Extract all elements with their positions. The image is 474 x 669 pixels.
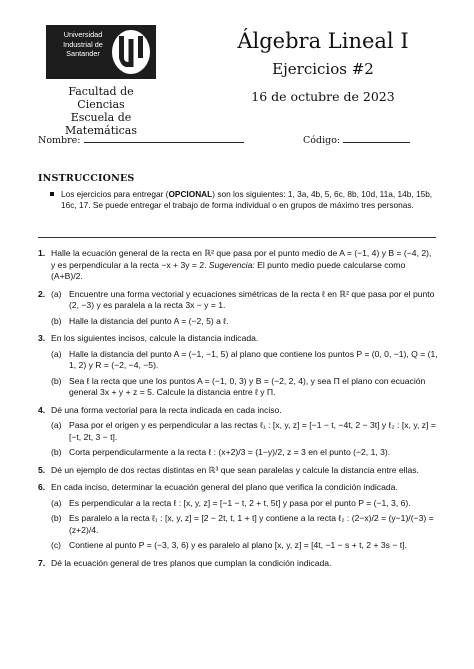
subitem-text: Corta perpendicularmente a la recta ℓ : (x+2)/3 = (1−y)/2, z = 3 en el punto (−2, 1, 3). (69, 447, 391, 457)
exercise-text: En cada inciso, determinar la ecuación general del plano que verifica la condición indicada. (51, 482, 398, 492)
exercise-number: 3. (38, 333, 46, 343)
subitem-label: (b) (51, 513, 62, 523)
subitem-text: Es perpendicular a la recta ℓ : [x, y, z] = [−1 − t, 2 + t, 5t] y pasa por el punto P = (−1, 3, 6). (69, 497, 411, 508)
subitem-label: (a) (51, 288, 62, 299)
code-label: Código: (303, 135, 341, 146)
exercise-text: Halle la ecuación general de la recta en ℝ² que pasa por el punto medio de A = (−1, 4) y B = (−4, 2), y es perpendicular a la recta −x + 3y = 2. (51, 248, 432, 270)
instructions-text-post: ) son los siguientes: 1, 3a, 4b, 5, 6c, 8b, 10d, 11a, 14b, 15b, 16c, 17. Se puede entregar el trabajo de forma individual o en grupos de máximo tres personas. (61, 189, 433, 211)
faculty-block (44, 85, 158, 137)
subitem-text: Sea ℓ la recta que une los puntos A = (−1, 0, 3) y B = (−2, 2, 4), y sea Π el plano con ecuación general 3x + y + z = 5. Calcule la distancia entre ℓ y Π. (69, 375, 426, 397)
subitem-label: (a) (51, 497, 62, 508)
subitem (51, 420, 438, 443)
document-date: 16 de octubre de 2023 (251, 89, 395, 104)
exercise-item (38, 248, 438, 283)
instructions-text-pre: Los ejercicios para entregar ( (61, 189, 169, 199)
subitem (51, 498, 438, 510)
bullet-icon (50, 192, 54, 196)
code-field[interactable] (303, 132, 410, 146)
subitem-text: Es paralelo a la recta ℓ₁ : [x, y, z] = [2 − 2t, t, 1 + t] y contiene a la recta ℓ₂ : (2−x)/2 = (y−1)/(−3) = (z+2)/4. (69, 513, 434, 535)
logo-text (53, 30, 113, 59)
subitem-label: (a) (51, 420, 62, 430)
exercise-number: 7. (38, 557, 46, 568)
exercise-item (38, 482, 438, 552)
exercise-number: 1. (38, 248, 46, 258)
exercise-text: El punto medio puede calcularse como (A+B)/2. (51, 259, 406, 281)
title-block (198, 28, 448, 105)
exercise-item (38, 405, 438, 459)
subitem-label: (c) (51, 540, 62, 550)
subitem-label: (b) (51, 375, 62, 386)
subitem-text: Halle la distancia del punto A = (−2, 5) a ℓ. (69, 315, 229, 326)
subitem (51, 447, 438, 459)
exercise-list (38, 248, 438, 575)
uis-emblem-icon (109, 27, 153, 77)
exercise-item (38, 465, 438, 477)
exercise-text: En los siguientes incisos, calcule la distancia indicada. (51, 333, 259, 343)
exercise-text: Dé un ejemplo de dos rectas distintas en ℝ³ que sean paralelas y calcule la distancia entre ellas. (51, 464, 419, 475)
instructions-heading: INSTRUCCIONES (38, 173, 135, 184)
logo-line: Industrial de (63, 39, 103, 49)
exercise-number: 2. (38, 288, 46, 299)
instructions-item (61, 189, 436, 211)
subitem-text: Pasa por el origen y es perpendicular a las rectas ℓ₁ : [x, y, z] = [−1 − t, −4t, 2 − 3t] y ℓ₂ : [x, y, z] = [−t, 2t, 3 − t]. (69, 420, 436, 442)
instructions-bold: OPCIONAL (168, 189, 213, 199)
subitem-text: Halle la distancia del punto A = (−1, −1, 5) al plano que contiene los puntos P = (0, 0, −1), Q = (1, 1, 2) y R = (−2, −4, −5). (69, 348, 438, 370)
exercise-text: Dé una forma vectorial para la recta indicada en cada inciso. (51, 404, 282, 415)
logo-line: Universidad (63, 30, 103, 39)
name-label: Nombre: (38, 135, 81, 146)
name-line[interactable] (84, 132, 244, 143)
exercise-text: Dé la ecuación general de tres planos que cumplan la condición indicada. (51, 557, 332, 568)
logo-line: Santander (66, 49, 100, 59)
code-line[interactable] (343, 132, 410, 143)
exercise-number: 6. (38, 482, 46, 492)
exercise-number: 5. (38, 464, 46, 475)
subitem (51, 349, 438, 372)
subitem (51, 513, 438, 536)
document-subtitle: Ejercicios #2 (272, 60, 374, 78)
document-title: Álgebra Lineal I (237, 29, 409, 53)
exercise-number: 4. (38, 404, 46, 415)
school-name: Escuela de Matemáticas (64, 111, 138, 137)
subitem (51, 376, 438, 399)
subitem-text: Contiene al punto P = (−3, 3, 6) y es paralelo al plano [x, y, z] = [4t, −1 − s + t, 2 + 3s − t]. (69, 540, 407, 550)
exercise-item (38, 333, 438, 399)
subitem (51, 289, 438, 312)
subitem-label: (b) (51, 315, 62, 326)
subitem-label: (b) (51, 447, 62, 457)
student-fields (38, 132, 438, 146)
exercise-item (38, 558, 438, 570)
university-logo (46, 25, 156, 79)
name-field[interactable] (38, 132, 244, 146)
faculty-name: Facultad de Ciencias (68, 85, 134, 111)
subitem (51, 316, 438, 328)
subitem-text: Encuentre una forma vectorial y ecuaciones simétricas de la recta ℓ en ℝ² que pasa por el punto (2, −3) y es paralela a la recta 3x − y = 1. (69, 288, 435, 310)
exercise-item (38, 289, 438, 328)
hint-label: Sugerencia: (208, 259, 255, 270)
divider (38, 237, 436, 238)
subitem-label: (a) (51, 348, 62, 359)
subitem (51, 540, 438, 552)
